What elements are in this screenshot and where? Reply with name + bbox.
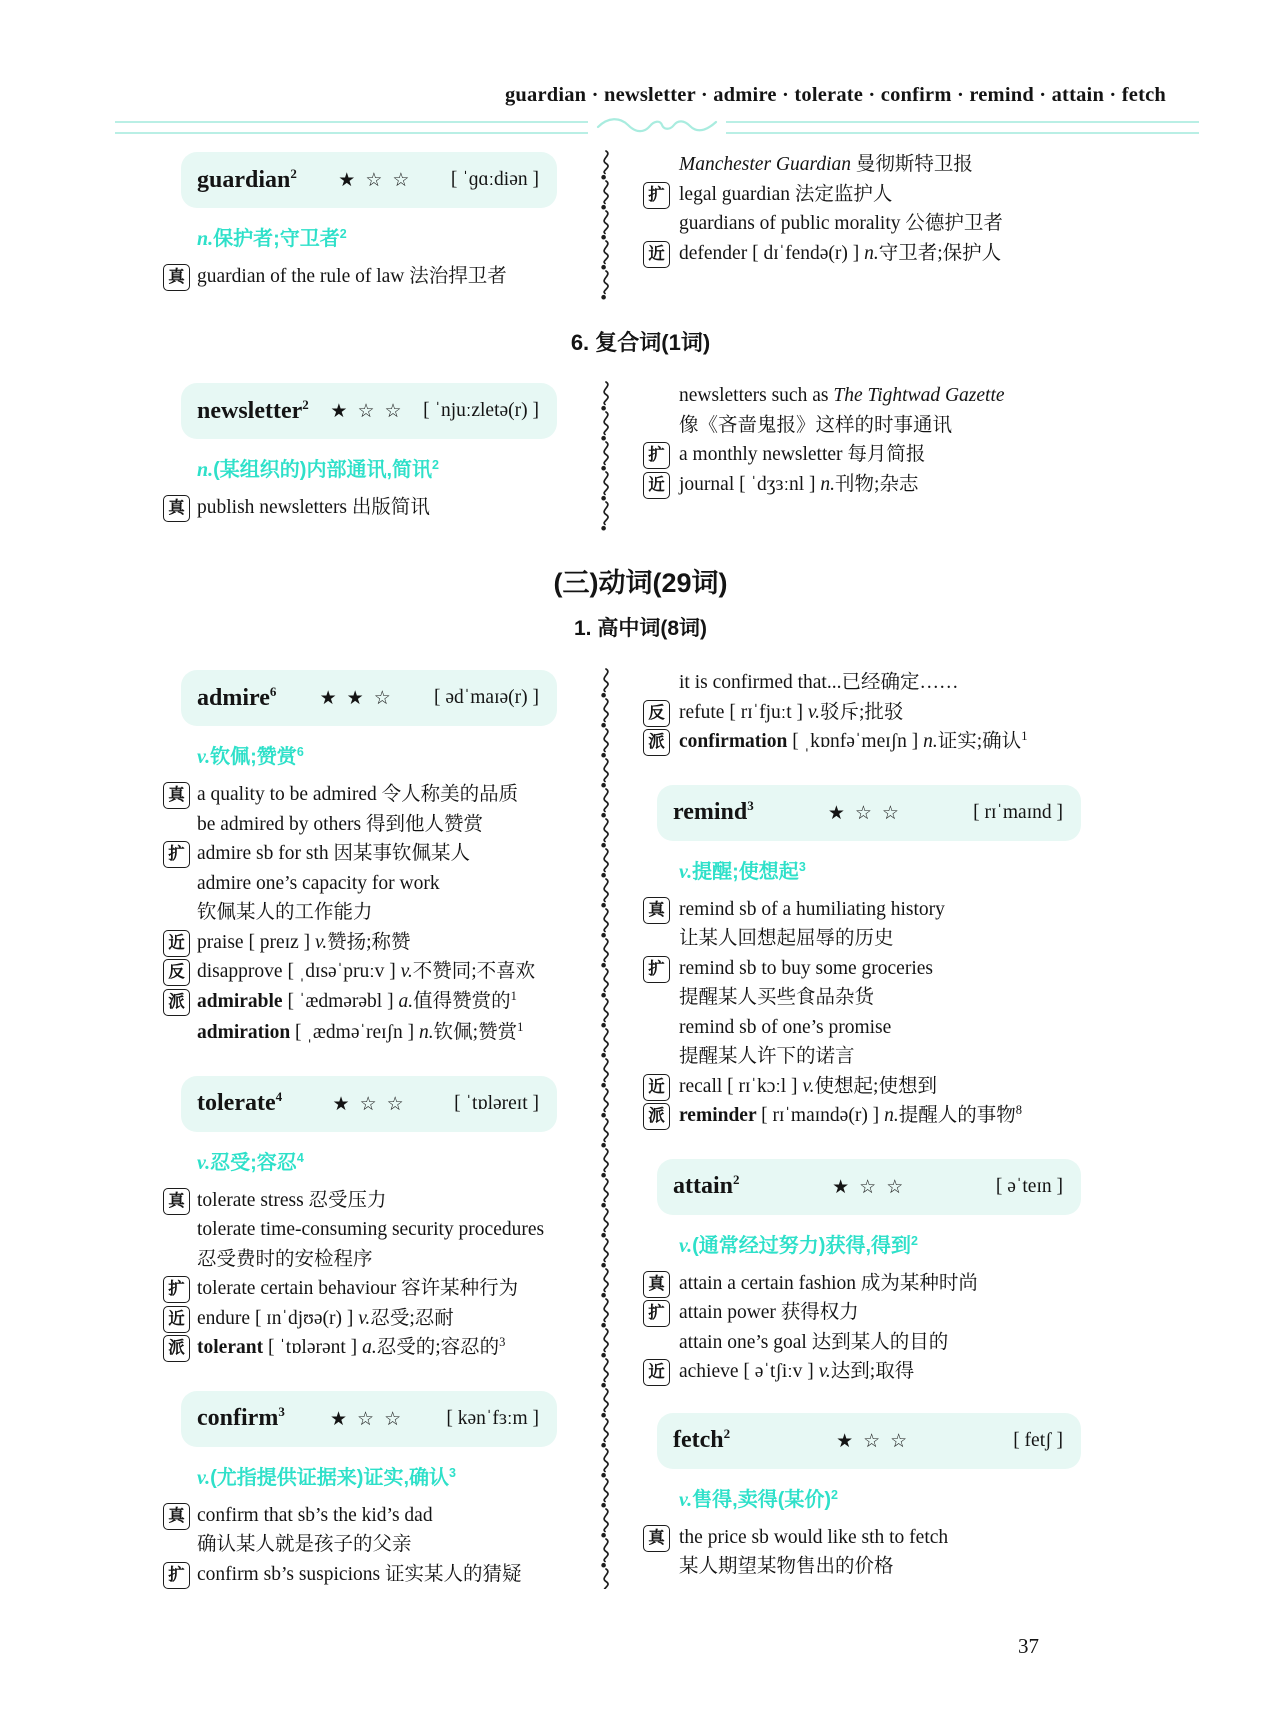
text-run: v. [197, 1466, 211, 1489]
text-run: endure [197, 1307, 255, 1329]
text-run: 使想起;使想到 [814, 1075, 937, 1097]
entry-headword: admire$^6$ [197, 683, 277, 711]
entry-line [115, 898, 585, 928]
entry-meaning [115, 741, 585, 775]
text-run: praise [197, 931, 249, 953]
headword-frequency-superscript: 3 [747, 798, 754, 813]
text-run: admirable [197, 990, 288, 1012]
squiggle-divider-icon [596, 668, 616, 1589]
entry-meaning [627, 856, 1166, 890]
text-run: [ rɪˈfjuːt ] [729, 701, 808, 723]
text-run: 4 [296, 1150, 304, 1165]
headword-frequency-superscript: 2 [733, 1172, 740, 1187]
text-run: 出版简讯 [351, 497, 430, 518]
text-run: 确认某人就是孩子的父亲 [197, 1534, 412, 1555]
section-heading: 1. 高中词(8词) [573, 617, 707, 640]
band-0 [115, 150, 1166, 300]
entry-guardian [115, 152, 585, 292]
entry-line [115, 1186, 585, 1216]
tag-exam-icon: 真 [163, 495, 190, 522]
tag-exam-icon: 真 [643, 1271, 670, 1298]
entry-line [115, 1501, 585, 1531]
text-run: [ rɪˈmaɪndə(r) ] [761, 1105, 885, 1126]
text-run: confirm that sb’s the kid’s dad [197, 1504, 433, 1526]
text-run: a. [362, 1337, 377, 1358]
text-run: 获得权力 [780, 1302, 859, 1323]
entry-line [627, 1328, 1166, 1358]
headword-frequency-superscript: 3 [278, 1404, 285, 1419]
tag-exam-icon: 真 [163, 782, 190, 809]
page-number: 37 [1018, 1634, 1039, 1658]
entry-phonetic: [ ˈnjuːzletə(r) ] [423, 400, 539, 421]
text-run: v. [679, 1488, 693, 1511]
text-run: a. [398, 990, 414, 1012]
tag-synonym-icon: 近 [643, 472, 670, 499]
star-rating: ★☆☆ [836, 1429, 918, 1452]
text-run: remind sb of a humiliating history [679, 898, 945, 920]
right-column [627, 668, 1166, 1589]
text-run: admire one’s capacity for work [197, 872, 440, 894]
text-run: 证实;确认 [937, 731, 1022, 752]
text-run: 值得赞赏的 [413, 990, 511, 1012]
star-rating: ★☆☆ [330, 1407, 412, 1430]
tag-exam-icon: 真 [163, 1188, 190, 1215]
tag-exam-icon: 真 [643, 897, 670, 924]
text-run: [ ˌædməˈreɪʃn ] [295, 1022, 420, 1043]
text-run: n. [884, 1105, 899, 1126]
entry-meaning [115, 454, 585, 488]
text-run: attain a certain fashion [679, 1272, 861, 1294]
text-run: 3 [798, 859, 806, 874]
entry-line [627, 1101, 1166, 1133]
text-run: 提醒某人买些食品杂货 [679, 987, 875, 1008]
text-run: v. [400, 961, 413, 982]
text-run: 曼彻斯特卫报 [855, 154, 973, 175]
entry-header-fetch [657, 1413, 1081, 1469]
entry-line [627, 1552, 1166, 1582]
entry-meaning [627, 1230, 1166, 1264]
entry-header-newsletter [181, 383, 557, 439]
tag-expand-icon: 扩 [163, 1562, 190, 1589]
entry-line [627, 895, 1166, 925]
text-run: (尤指提供证据来)证实,确认 [210, 1466, 450, 1489]
text-run: (某组织的)内部通讯,简讯 [213, 459, 433, 481]
star-rating: ★★☆ [319, 687, 401, 709]
entry-fetch [627, 1413, 1166, 1582]
tag-synonym-icon: 近 [643, 241, 670, 268]
text-run: defender [679, 242, 753, 264]
tag-derivative-icon: 派 [643, 729, 670, 756]
entry-confirm [115, 1391, 585, 1590]
text-run: v. [802, 1075, 815, 1097]
text-run: 2 [432, 458, 439, 472]
text-run: remind sb of one’s promise [679, 1016, 892, 1038]
tag-expand-icon: 扩 [643, 1300, 670, 1327]
entry-line [627, 1298, 1166, 1328]
text-run: a quality to be admired [197, 784, 382, 805]
text-run: 提醒某人许下的诺言 [679, 1046, 855, 1067]
entry-newsletter [115, 383, 585, 523]
entry-line [627, 924, 1166, 954]
text-run: [ ˌkɒnfəˈmeɪʃn ] [792, 731, 924, 752]
text-run: v. [315, 931, 328, 953]
entry-tolerate [115, 1076, 585, 1365]
entry-headword: confirm$^3$ [197, 1404, 285, 1431]
text-run: 容许某种行为 [401, 1278, 519, 1299]
band-5 [115, 668, 1166, 1589]
text-run: v. [679, 860, 693, 883]
entry-line [115, 780, 585, 810]
star-rating: ★☆☆ [332, 1092, 414, 1115]
band-2 [115, 381, 1166, 531]
text-run: reminder [679, 1105, 762, 1126]
entry-headword: fetch$^2$ [673, 1426, 731, 1453]
text-run: n. [820, 473, 836, 495]
entry-line [627, 470, 1166, 500]
entry-line [115, 987, 585, 1019]
entry-line [627, 411, 1166, 441]
entry-line [627, 983, 1166, 1013]
text-run: [ ˈædmərəbl ] [287, 990, 399, 1012]
entry-line [115, 1560, 585, 1590]
text-run: journal [679, 473, 740, 495]
text-run: disapprove [197, 961, 288, 982]
text-run: 忍受费时的安检程序 [197, 1248, 373, 1270]
entry-line [627, 727, 1166, 759]
text-run: 守卫者;保护人 [878, 242, 1002, 264]
entry-line [115, 957, 585, 987]
text-run: v. [358, 1307, 371, 1329]
tag-exam-icon: 真 [163, 1503, 190, 1530]
running-head: guardian · newsletter · admire · tolerate · confirm · remind · attain · fetch [504, 84, 1166, 106]
entry-line [627, 1269, 1166, 1299]
text-run: tolerate time-consuming security procedures [197, 1219, 545, 1240]
tag-expand-icon: 扩 [643, 182, 670, 209]
text-run: n. [419, 1022, 434, 1043]
entry-line [115, 493, 585, 523]
star-rating: ★☆☆ [827, 801, 909, 824]
tag-derivative-icon: 派 [163, 989, 190, 1016]
left-column [115, 381, 585, 531]
text-run: [ preɪz ] [248, 931, 316, 953]
text-run: v. [679, 1234, 693, 1257]
column-divider [585, 381, 627, 531]
right-column [627, 150, 1166, 300]
tag-synonym-icon: 近 [163, 1306, 190, 1333]
text-run: 让某人回想起屈辱的历史 [679, 928, 894, 949]
headword-frequency-superscript: 2 [290, 165, 297, 181]
tag-expand-icon: 扩 [643, 442, 670, 469]
text-run: 提醒人的事物 [898, 1105, 1016, 1126]
entry-line [115, 810, 585, 840]
text-run: 得到他人赞赏 [365, 813, 483, 835]
text-run: v. [807, 701, 820, 723]
text-run: n. [923, 731, 938, 752]
text-run: [ ɪnˈdjʊə(r) ] [254, 1307, 359, 1329]
text-run: tolerate stress [197, 1189, 309, 1211]
entry-header-guardian [181, 152, 557, 208]
tag-expand-icon: 扩 [163, 841, 190, 868]
text-run: 钦佩某人的工作能力 [197, 902, 373, 923]
text-run: 达到;取得 [830, 1361, 915, 1382]
text-run: The Tightwad Gazette [833, 385, 1005, 406]
text-run: 忍受的;容忍的 [376, 1337, 500, 1358]
section-heading: 6. 复合词(1词) [570, 330, 711, 355]
entry-line [627, 698, 1166, 728]
entry-headword: remind$^3$ [673, 798, 754, 825]
text-run: remind sb to buy some groceries [679, 957, 933, 979]
entry-line [115, 1018, 585, 1050]
entry-headword: guardian$^2$ [197, 165, 297, 193]
text-run: confirmation [679, 731, 793, 752]
text-run: n. [197, 459, 214, 481]
star-rating: ★☆☆ [330, 400, 412, 422]
text-run: 刊物;杂志 [835, 473, 919, 495]
entry-phonetic: [ ˈɡɑːdiən ] [450, 169, 539, 190]
entry-header-tolerate [181, 1076, 557, 1132]
entry-line [115, 1530, 585, 1560]
tag-exam-icon: 真 [643, 1525, 670, 1552]
text-run: 提醒;使想起 [692, 860, 799, 883]
text-run: attain power [679, 1302, 781, 1323]
text-run: 2 [831, 1487, 838, 1502]
rule-squiggle-icon [588, 113, 726, 137]
text-run: 3 [449, 1465, 456, 1480]
text-run: 3 [499, 1335, 506, 1349]
entry-line [115, 262, 585, 292]
text-run: it is confirmed that... [679, 672, 842, 693]
tag-synonym-icon: 近 [163, 930, 190, 957]
section-heading: (三)动词(29词) [553, 568, 728, 598]
column-divider [585, 150, 627, 300]
entry-line [115, 1245, 585, 1275]
left-column [115, 668, 585, 1589]
text-run: admiration [197, 1022, 296, 1043]
entry-header-confirm [181, 1391, 557, 1447]
squiggle-divider-icon [596, 381, 616, 531]
text-run: 达到某人的目的 [811, 1331, 949, 1353]
text-run: be admired by others [197, 813, 366, 835]
entry-line [627, 1523, 1166, 1553]
text-run: 忍受;容忍 [210, 1151, 297, 1174]
entry-phonetic: [ fetʃ ] [1013, 1429, 1063, 1451]
text-run: 保护者;守卫者 [213, 228, 340, 250]
text-run: 2 [911, 1233, 918, 1248]
entry-meaning [115, 1147, 585, 1181]
header-rule [115, 121, 1199, 134]
text-run: tolerant [197, 1337, 268, 1358]
text-run: 令人称美的品质 [381, 784, 519, 805]
star-rating: ★☆☆ [338, 169, 420, 191]
entry-line [627, 1013, 1166, 1043]
text-run: v. [197, 1151, 211, 1174]
tag-derivative-icon: 派 [643, 1103, 670, 1130]
entry-admire [115, 670, 585, 1050]
entry-phonetic: [ rɪˈmaɪnd ] [973, 801, 1063, 823]
text-run: 2 [339, 227, 347, 241]
entry-header-attain [657, 1159, 1081, 1215]
text-run: 1 [517, 1020, 524, 1034]
text-run: 法定监护人 [794, 183, 893, 205]
entry-meaning [115, 223, 585, 257]
text-run: tolerate certain behaviour [197, 1278, 402, 1299]
text-run: 每月简报 [847, 444, 926, 465]
entry-meaning [627, 1484, 1166, 1518]
tag-synonym-icon: 近 [643, 1074, 670, 1101]
entry-line [627, 180, 1166, 210]
entry-headword: tolerate$^4$ [197, 1089, 283, 1116]
text-run: 1 [510, 988, 517, 1003]
entry-line [115, 1333, 585, 1365]
text-run: [ əˈtʃiːv ] [743, 1361, 819, 1382]
column-divider [585, 668, 627, 1589]
text-run: 赞扬;称赞 [327, 931, 411, 953]
text-run: achieve [679, 1361, 744, 1382]
text-run: 公德护卫者 [905, 213, 1003, 234]
headword-frequency-superscript: 4 [275, 1089, 283, 1104]
text-run: 成为某种时尚 [860, 1272, 978, 1294]
text-run: 像《吝啬鬼报》这样的时事通讯 [679, 414, 953, 436]
entry-line [627, 440, 1166, 470]
text-run: 证实某人的猜疑 [384, 1563, 522, 1585]
star-rating: ★☆☆ [832, 1175, 914, 1198]
text-run: recall [679, 1075, 728, 1097]
text-run: [ ˌdɪsəˈpruːv ] [287, 961, 401, 982]
entry-line [627, 1357, 1166, 1387]
entry-line [627, 239, 1166, 269]
text-run: guardian of the rule of law [197, 266, 410, 287]
text-run: admire sb for sth [197, 843, 334, 864]
text-run: a monthly newsletter [679, 444, 848, 465]
entry-line [115, 928, 585, 958]
entry-line [627, 668, 1166, 698]
tag-expand-icon: 扩 [163, 1276, 190, 1303]
tag-expand-icon: 扩 [643, 956, 670, 983]
text-run: 售得,卖得(某价) [692, 1488, 832, 1511]
entry-phonetic: [ ədˈmaɪə(r) ] [433, 687, 539, 708]
text-run: 忍受;忍耐 [370, 1307, 454, 1329]
tag-derivative-icon: 派 [163, 1335, 190, 1362]
entry-line [115, 1304, 585, 1334]
text-run: confirm sb’s suspicions [197, 1563, 385, 1585]
squiggle-divider-icon [596, 150, 616, 300]
text-run: legal guardian [679, 183, 795, 205]
text-run: v. [197, 746, 211, 768]
page-content [115, 150, 1166, 1589]
text-run: 因某事钦佩某人 [333, 843, 470, 864]
entry-line [627, 1072, 1166, 1102]
headword-frequency-superscript: 2 [302, 396, 309, 412]
text-run: 不赞同;不喜欢 [412, 961, 536, 982]
entry-line [627, 209, 1166, 239]
text-run: [ dɪˈfendə(r) ] [752, 242, 865, 264]
text-run: the price sb would like sth to fetch [679, 1526, 949, 1548]
text-run: newsletters such as [679, 385, 834, 406]
entry-line [115, 1215, 585, 1245]
text-run: n. [197, 228, 214, 250]
text-run: Manchester Guardian [679, 154, 856, 175]
entry-line [115, 839, 585, 869]
entry-line [627, 381, 1166, 411]
entry-line [627, 150, 1166, 180]
entry-headword: newsletter$^2$ [197, 396, 309, 424]
entry-headword: attain$^2$ [673, 1172, 740, 1199]
text-run: guardians of public morality [679, 213, 906, 234]
tag-antonym-icon: 反 [163, 959, 190, 986]
left-column [115, 150, 585, 300]
text-run: 某人期望某物售出的价格 [679, 1556, 894, 1577]
text-run: refute [679, 701, 730, 723]
text-run: 8 [1015, 1103, 1022, 1117]
tag-synonym-icon: 近 [643, 1359, 670, 1386]
text-run: [ ˈdʒɜːnl ] [739, 473, 821, 495]
headword-frequency-superscript: 2 [723, 1426, 731, 1441]
text-run: 钦佩;赞赏 [433, 1022, 518, 1043]
text-run: v. [818, 1361, 831, 1382]
entry-header-remind [657, 785, 1081, 841]
text-run: 1 [1021, 729, 1028, 743]
text-run: 钦佩;赞赏 [210, 746, 297, 768]
entry-phonetic: [ ˈtɒləreɪt ] [454, 1092, 539, 1114]
entry-phonetic: [ əˈteɪn ] [995, 1175, 1063, 1197]
entry-header-admire [181, 670, 557, 726]
entry-attain [627, 1159, 1166, 1387]
text-run: 驳斥;批驳 [819, 701, 904, 723]
entry-meaning [115, 1462, 585, 1496]
text-run: attain one’s goal [679, 1331, 812, 1353]
entry-line [115, 869, 585, 899]
text-run: (通常经过努力)获得,得到 [692, 1234, 912, 1257]
text-run: n. [864, 242, 879, 264]
text-run: 6 [296, 745, 304, 759]
text-run: [ rɪˈkɔːl ] [727, 1075, 803, 1097]
entry-line [627, 1042, 1166, 1072]
entry-remind [627, 785, 1166, 1133]
right-column [627, 381, 1166, 531]
text-run: 忍受压力 [308, 1189, 387, 1211]
tag-antonym-icon: 反 [643, 700, 670, 727]
text-run: 已经确定…… [841, 672, 959, 693]
entry-phonetic: [ kənˈfɜːm ] [446, 1407, 539, 1429]
tag-exam-icon: 真 [163, 264, 190, 291]
text-run: [ ˈtɒlərənt ] [267, 1337, 363, 1358]
text-run: 法治捍卫者 [409, 266, 507, 287]
entry-line [627, 954, 1166, 984]
entry-line [115, 1274, 585, 1304]
headword-frequency-superscript: 6 [269, 683, 277, 699]
text-run: publish newsletters [197, 497, 352, 518]
